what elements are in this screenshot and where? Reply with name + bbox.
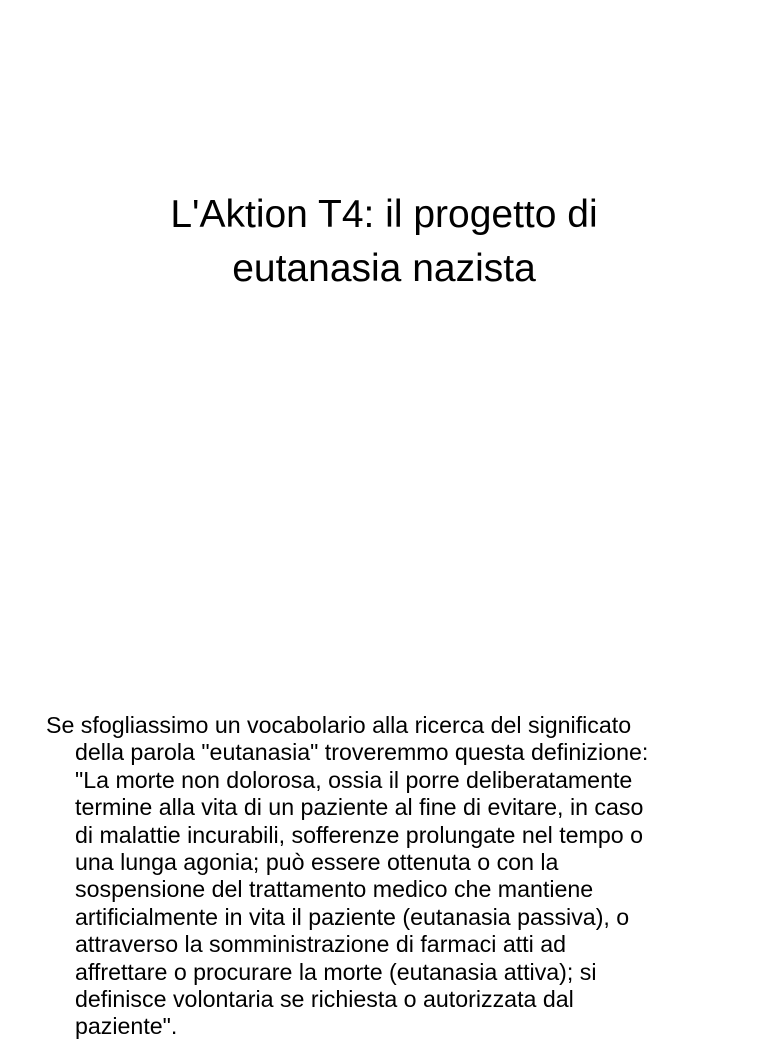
body-line-11: definisce volontaria se richiesta o autorizzata dal (75, 986, 574, 1013)
body-line-7: sospensione del trattamento medico che mantiene (75, 876, 594, 903)
body-line-10: affrettare o procurare la morte (eutanasia attiva); si (75, 958, 597, 985)
body-line-5: di malattie incurabili, sofferenze prolungate nel tempo o (75, 821, 644, 848)
body-line-8: artificialmente in vita il paziente (eutanasia passiva), o (75, 903, 630, 930)
body-line-9: attraverso la somministrazione di farmaci atti ad (75, 931, 566, 958)
body-line-6: una lunga agonia; può essere ottenuta o con la (75, 849, 559, 876)
title-line-2: eutanasia nazista (232, 247, 536, 290)
slide-title (40, 188, 728, 296)
body-line-4: termine alla vita di un paziente al fine di evitare, in caso (75, 794, 644, 821)
title-line-1: L'Aktion T4: il progetto di (170, 193, 598, 236)
body-line-12: paziente". (75, 1013, 178, 1040)
body-line-2: della parola "eutanasia" troveremmo questa definizione: (75, 739, 649, 766)
body-line-1: Se sfogliassimo un vocabolario alla ricerca del significato (46, 712, 632, 738)
body-paragraph (46, 712, 746, 1041)
body-line-3: "La morte non dolorosa, ossia il porre deliberatamente (75, 766, 633, 793)
